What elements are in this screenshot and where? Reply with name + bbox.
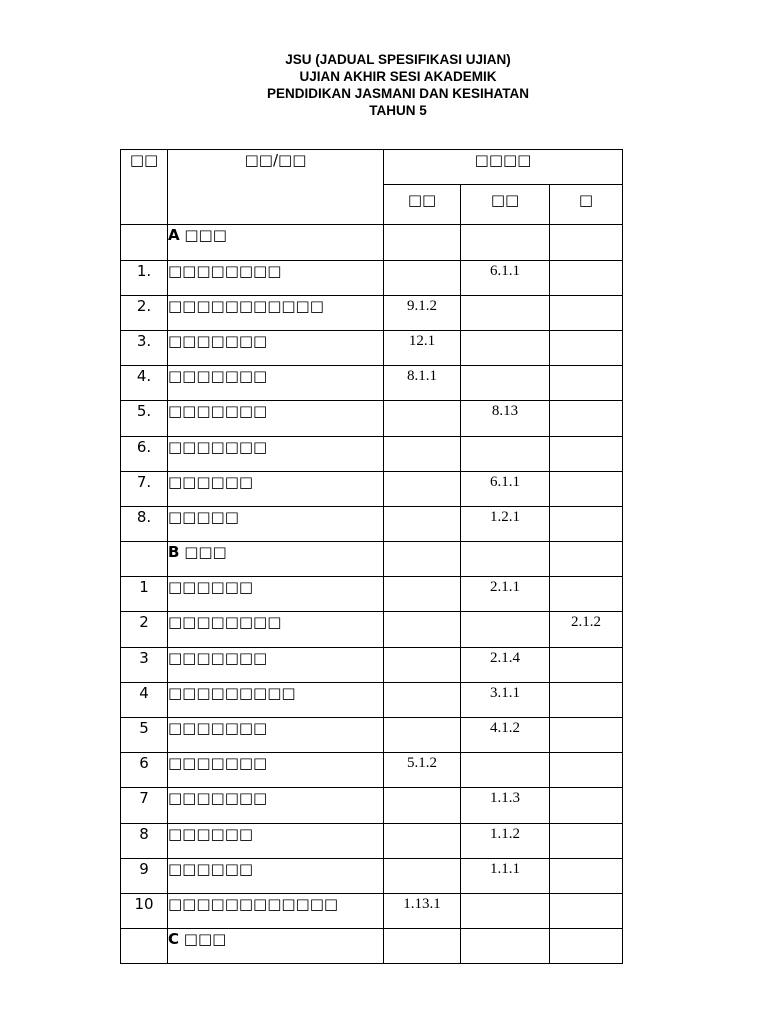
row-number: 2 (121, 612, 168, 647)
row-code-3 (550, 753, 623, 788)
row-code-1: 9.1.2 (384, 295, 461, 330)
row-code-1 (384, 858, 461, 893)
code-cell (384, 225, 461, 260)
row-topic: □□□□□□□ (168, 753, 384, 788)
table-row (121, 893, 623, 928)
row-code-2: 6.1.1 (461, 260, 550, 295)
table-row (121, 718, 623, 753)
table-row (121, 577, 623, 612)
table-row (121, 858, 623, 893)
table-row (121, 366, 623, 401)
row-topic: □□□□□□□ (168, 647, 384, 682)
row-code-1: 1.13.1 (384, 893, 461, 928)
row-code-1: 8.1.1 (384, 366, 461, 401)
row-number: 1 (121, 577, 168, 612)
row-code-2: 6.1.1 (461, 471, 550, 506)
col-group-header: □□□□ (384, 150, 623, 185)
section-title (168, 929, 384, 964)
row-code-3 (550, 366, 623, 401)
row-number: 8. (121, 506, 168, 541)
row-number: 3 (121, 647, 168, 682)
section-row-b (121, 542, 623, 577)
row-code-2: 4.1.2 (461, 718, 550, 753)
section-no-cell (121, 542, 168, 577)
row-number: 4 (121, 682, 168, 717)
row-code-3 (550, 295, 623, 330)
specification-table (120, 149, 623, 964)
row-topic: □□□□□□□□ (168, 612, 384, 647)
row-code-1 (384, 401, 461, 436)
header-title: JSU (JADUAL SPESIFIKASI UJIAN) (285, 52, 511, 67)
col-topic-header: □□/□□ (168, 150, 384, 225)
section-row-c (121, 929, 623, 964)
row-number: 4. (121, 366, 168, 401)
section-label: □□□ (179, 226, 227, 245)
code-cell (384, 929, 461, 964)
row-code-1 (384, 612, 461, 647)
table-row (121, 682, 623, 717)
row-number: 5 (121, 718, 168, 753)
row-code-2: 1.1.3 (461, 788, 550, 823)
table-row (121, 788, 623, 823)
row-number: 6. (121, 436, 168, 471)
code-cell (550, 929, 623, 964)
row-code-2 (461, 612, 550, 647)
section-letter: A (168, 226, 180, 245)
row-code-3 (550, 506, 623, 541)
table-row (121, 436, 623, 471)
row-code-2: 8.13 (461, 401, 550, 436)
row-code-1 (384, 788, 461, 823)
row-code-3 (550, 718, 623, 753)
row-number: 6 (121, 753, 168, 788)
row-topic: □□□□□ (168, 506, 384, 541)
row-code-3 (550, 893, 623, 928)
row-topic: □□□□□□□ (168, 330, 384, 365)
code-cell (461, 225, 550, 260)
subcol-2-header: □□ (461, 185, 550, 225)
row-topic: □□□□□□ (168, 858, 384, 893)
header-year: TAHUN 5 (369, 103, 427, 118)
row-code-1 (384, 647, 461, 682)
table-row (121, 647, 623, 682)
row-code-2: 3.1.1 (461, 682, 550, 717)
row-topic: □□□□□□□ (168, 788, 384, 823)
row-code-1 (384, 718, 461, 753)
table-row (121, 295, 623, 330)
row-topic: □□□□□□ (168, 471, 384, 506)
header-subject: PENDIDIKAN JASMANI DAN KESIHATAN (266, 86, 529, 101)
row-code-3 (550, 577, 623, 612)
row-topic: □□□□□□□ (168, 401, 384, 436)
row-topic: □□□□□□□ (168, 436, 384, 471)
code-cell (384, 542, 461, 577)
row-number: 1. (121, 260, 168, 295)
row-code-2 (461, 295, 550, 330)
row-topic: □□□□□□□□□□□□ (168, 893, 384, 928)
code-cell (550, 542, 623, 577)
table-row (121, 260, 623, 295)
row-code-3 (550, 260, 623, 295)
table-row (121, 753, 623, 788)
row-code-3 (550, 401, 623, 436)
row-number: 3. (121, 330, 168, 365)
row-topic: □□□□□□ (168, 577, 384, 612)
row-number: 10 (121, 893, 168, 928)
row-code-3 (550, 788, 623, 823)
table-row (121, 471, 623, 506)
section-label: □□□ (179, 930, 227, 949)
header-row (121, 150, 623, 185)
table-row (121, 823, 623, 858)
row-code-3 (550, 682, 623, 717)
table-row (121, 506, 623, 541)
header-exam: UJIAN AKHIR SESI AKADEMIK (299, 69, 497, 84)
row-code-3 (550, 823, 623, 858)
row-code-2: 2.1.1 (461, 577, 550, 612)
row-code-3 (550, 858, 623, 893)
row-topic: □□□□□□□ (168, 366, 384, 401)
section-row-a (121, 225, 623, 260)
row-code-1 (384, 260, 461, 295)
row-code-3 (550, 471, 623, 506)
row-number: 5. (121, 401, 168, 436)
section-letter: C (168, 930, 180, 949)
row-code-1: 12.1 (384, 330, 461, 365)
section-no-cell (121, 225, 168, 260)
code-cell (461, 929, 550, 964)
row-code-2 (461, 753, 550, 788)
row-code-3 (550, 647, 623, 682)
section-label: □□□ (179, 543, 227, 562)
row-code-1 (384, 436, 461, 471)
row-code-2: 1.2.1 (461, 506, 550, 541)
row-code-2 (461, 893, 550, 928)
row-code-1 (384, 682, 461, 717)
row-topic: □□□□□□□ (168, 718, 384, 753)
row-code-1 (384, 823, 461, 858)
row-code-2 (461, 366, 550, 401)
row-code-2 (461, 330, 550, 365)
row-code-1 (384, 577, 461, 612)
section-no-cell (121, 929, 168, 964)
row-code-3: 2.1.2 (550, 612, 623, 647)
row-number: 9 (121, 858, 168, 893)
section-title (168, 225, 384, 260)
row-number: 8 (121, 823, 168, 858)
row-code-3 (550, 330, 623, 365)
row-code-1: 5.1.2 (384, 753, 461, 788)
code-cell (461, 542, 550, 577)
col-no-header: □□ (121, 150, 168, 225)
row-code-2: 1.1.1 (461, 858, 550, 893)
row-number: 7. (121, 471, 168, 506)
table-row (121, 401, 623, 436)
row-code-1 (384, 506, 461, 541)
document-header (0, 51, 768, 119)
section-letter: B (168, 543, 180, 562)
row-code-3 (550, 436, 623, 471)
subcol-1-header: □□ (384, 185, 461, 225)
section-title (168, 542, 384, 577)
row-number: 2. (121, 295, 168, 330)
row-code-2 (461, 436, 550, 471)
row-topic: □□□□□□□□□ (168, 682, 384, 717)
code-cell (550, 225, 623, 260)
subcol-3-header: □ (550, 185, 623, 225)
row-topic: □□□□□□□□□□□ (168, 295, 384, 330)
table-row (121, 330, 623, 365)
row-topic: □□□□□□ (168, 823, 384, 858)
row-code-2: 2.1.4 (461, 647, 550, 682)
table-row (121, 612, 623, 647)
row-number: 7 (121, 788, 168, 823)
row-topic: □□□□□□□□ (168, 260, 384, 295)
row-code-1 (384, 471, 461, 506)
row-code-2: 1.1.2 (461, 823, 550, 858)
